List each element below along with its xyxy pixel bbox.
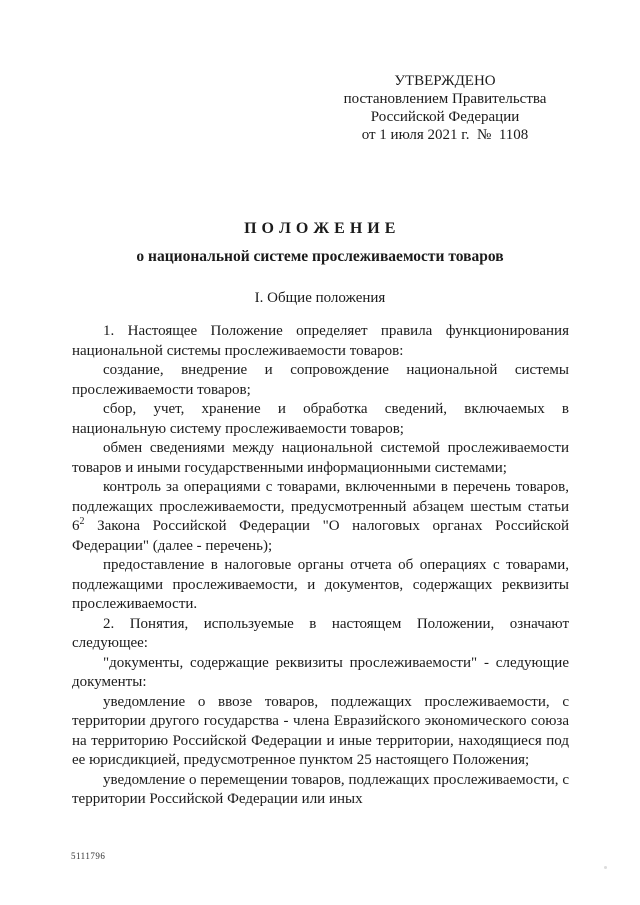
approval-line-country: Российской Федерации (370, 109, 520, 125)
paragraph: уведомление о ввозе товаров, подлежащих прослеживаемости, с территории другого государства - члена Евразийского экономического союза на территорию Российской Федерации и иные территории, находящиеся под ее юрисдикцией, предусмотренное пунктом 25 настоящего Положения; (72, 693, 569, 768)
document-title: П О Л О Ж Е Н И Е (244, 220, 396, 237)
approval-line-date-number: от 1 июля 2021 г. № 1108 (361, 127, 529, 143)
paragraph: 2. Понятия, используемые в настоящем Положении, означают следующее: (72, 615, 569, 651)
paragraph: сбор, учет, хранение и обработка сведений, включаемых в национальную систему прослеживаемости товаров; (72, 401, 569, 437)
superscript-article-number: 2 (79, 516, 85, 527)
approval-line-status: УТВЕРЖДЕНО (394, 73, 496, 89)
approval-block (318, 72, 572, 144)
footer-document-code: 5111796 (71, 851, 106, 861)
paragraph (72, 478, 569, 556)
paragraph: "документы, содержащие реквизиты прослеживаемости" - следующие документы: (72, 654, 569, 690)
paragraph-text: контроль за операциями с товарами, включенными в перечень товаров, подлежащих прослеживаемости, предусмотренный абзацем шестым статьи 6 (72, 479, 569, 534)
paragraph: уведомление о перемещении товаров, подлежащих прослеживаемости, с территории Российской Федерации или иных (72, 771, 569, 807)
paragraph: предоставление в налоговые органы отчета об операциях с товарами, подлежащими прослеживаемости, и документов, содержащих реквизиты прослеживаемости. (72, 557, 569, 612)
paragraph: создание, внедрение и сопровождение национальной системы прослеживаемости товаров; (72, 362, 569, 398)
approval-line-authority: постановлением Правительства (343, 91, 547, 107)
document-subtitle: о национальной системе прослеживаемости товаров (136, 248, 504, 265)
section-heading: I. Общие положения (254, 290, 386, 306)
paragraph: обмен сведениями между национальной системой прослеживаемости товаров и иными государственными информационными системами; (72, 440, 569, 476)
scan-artifact-dot (604, 866, 607, 869)
document-body (72, 322, 569, 810)
paragraph: 1. Настоящее Положение определяет правила функционирования национальной системы прослеживаемости товаров: (72, 323, 569, 359)
paragraph-text: Закона Российской Федерации "О налоговых органах Российской Федерации" (далее - перечень); (72, 518, 569, 554)
